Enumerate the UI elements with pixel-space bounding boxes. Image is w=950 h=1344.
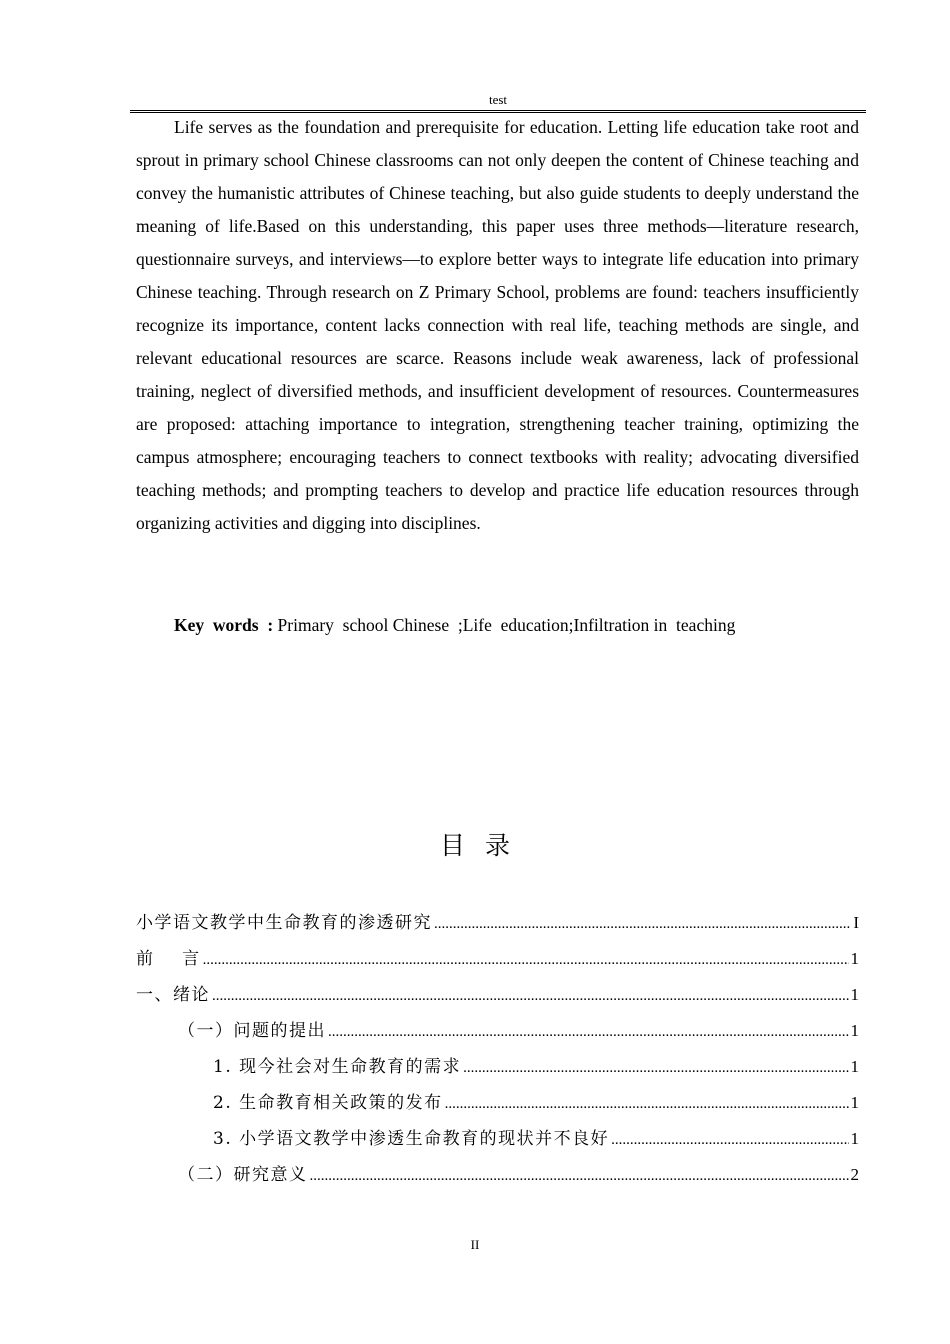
toc-entry-page: 1 [850,1021,859,1040]
toc-entry-text: 一、绪论 [136,985,210,1005]
toc-entry-page: I [853,913,859,932]
toc-entry-page: 1 [850,985,859,1004]
toc-leader-dots [463,1060,848,1077]
toc-entry-text: 3. 小学语文教学中渗透生命教育的现状并不良好 [213,1129,610,1149]
toc-leader-dots [203,952,849,969]
toc-entry[interactable] [136,944,859,980]
toc-entry-page: 1 [850,1057,859,1076]
toc-leader-dots [310,1168,849,1185]
toc-entry[interactable] [136,1052,859,1088]
keywords-value: Primary school Chinese ;Life education;Infiltration in teaching [273,615,736,635]
keywords-label: Key words : [174,615,274,635]
table-of-contents [136,908,859,1196]
toc-entry-page: 1 [850,1129,859,1148]
toc-leader-dots [212,988,849,1005]
toc-entry[interactable] [136,1088,859,1124]
toc-leader-dots [434,916,851,933]
toc-entry-page: 2 [850,1165,859,1184]
toc-title: 目录 [439,831,530,860]
toc-entry[interactable] [136,1016,859,1052]
toc-entry[interactable] [136,1160,859,1196]
page-header: test [488,92,508,107]
toc-entry[interactable] [136,908,859,944]
toc-entry-text: （一）问题的提出 [178,1021,326,1041]
toc-entry[interactable] [136,980,859,1016]
toc-entry[interactable] [136,1124,859,1160]
toc-leader-dots [445,1096,849,1113]
toc-entry-text: （二）研究意义 [178,1165,308,1185]
toc-leader-dots [328,1024,849,1041]
page-number: II [470,1237,480,1252]
toc-entry-page: 1 [850,1093,859,1112]
toc-entry-page: 1 [850,949,859,968]
toc-entry-text: 1. 现今社会对生命教育的需求 [213,1057,462,1077]
toc-entry-text: 小学语文教学中生命教育的渗透研究 [136,913,432,933]
toc-entry-text: 前 言 [136,949,201,969]
abstract-paragraph: Life serves as the foundation and prerequisite for education. Letting life education take root and sprout in primary school Chinese classrooms can not only deepen the content of Chinese teaching and convey the humanistic attributes of Chinese teaching, but also guide students to deeply understand the meaning of life.Based on this understanding, this paper uses three methods—literature research, questionnaire surveys, and interviews—to explore better ways to integrate life education into primary Chinese teaching. Through research on Z Primary School, problems are found: teachers insufficiently recognize its importance, content lacks connection with real life, teaching methods are single, and relevant educational resources are scarce. Reasons include weak awareness, lack of professional training, neglect of diversified methods, and insufficient development of resources. Countermeasures are proposed: attaching importance to integration, strengthening teacher training, optimizing the campus atmosphere; encouraging teachers to connect textbooks with reality; advocating diversified teaching methods; and prompting teachers to develop and practice life education resources through organizing activities and digging into disciplines. [136,117,859,533]
keywords-line [174,612,735,638]
toc-entry-text: 2. 生命教育相关政策的发布 [213,1093,443,1113]
toc-leader-dots [611,1132,848,1149]
